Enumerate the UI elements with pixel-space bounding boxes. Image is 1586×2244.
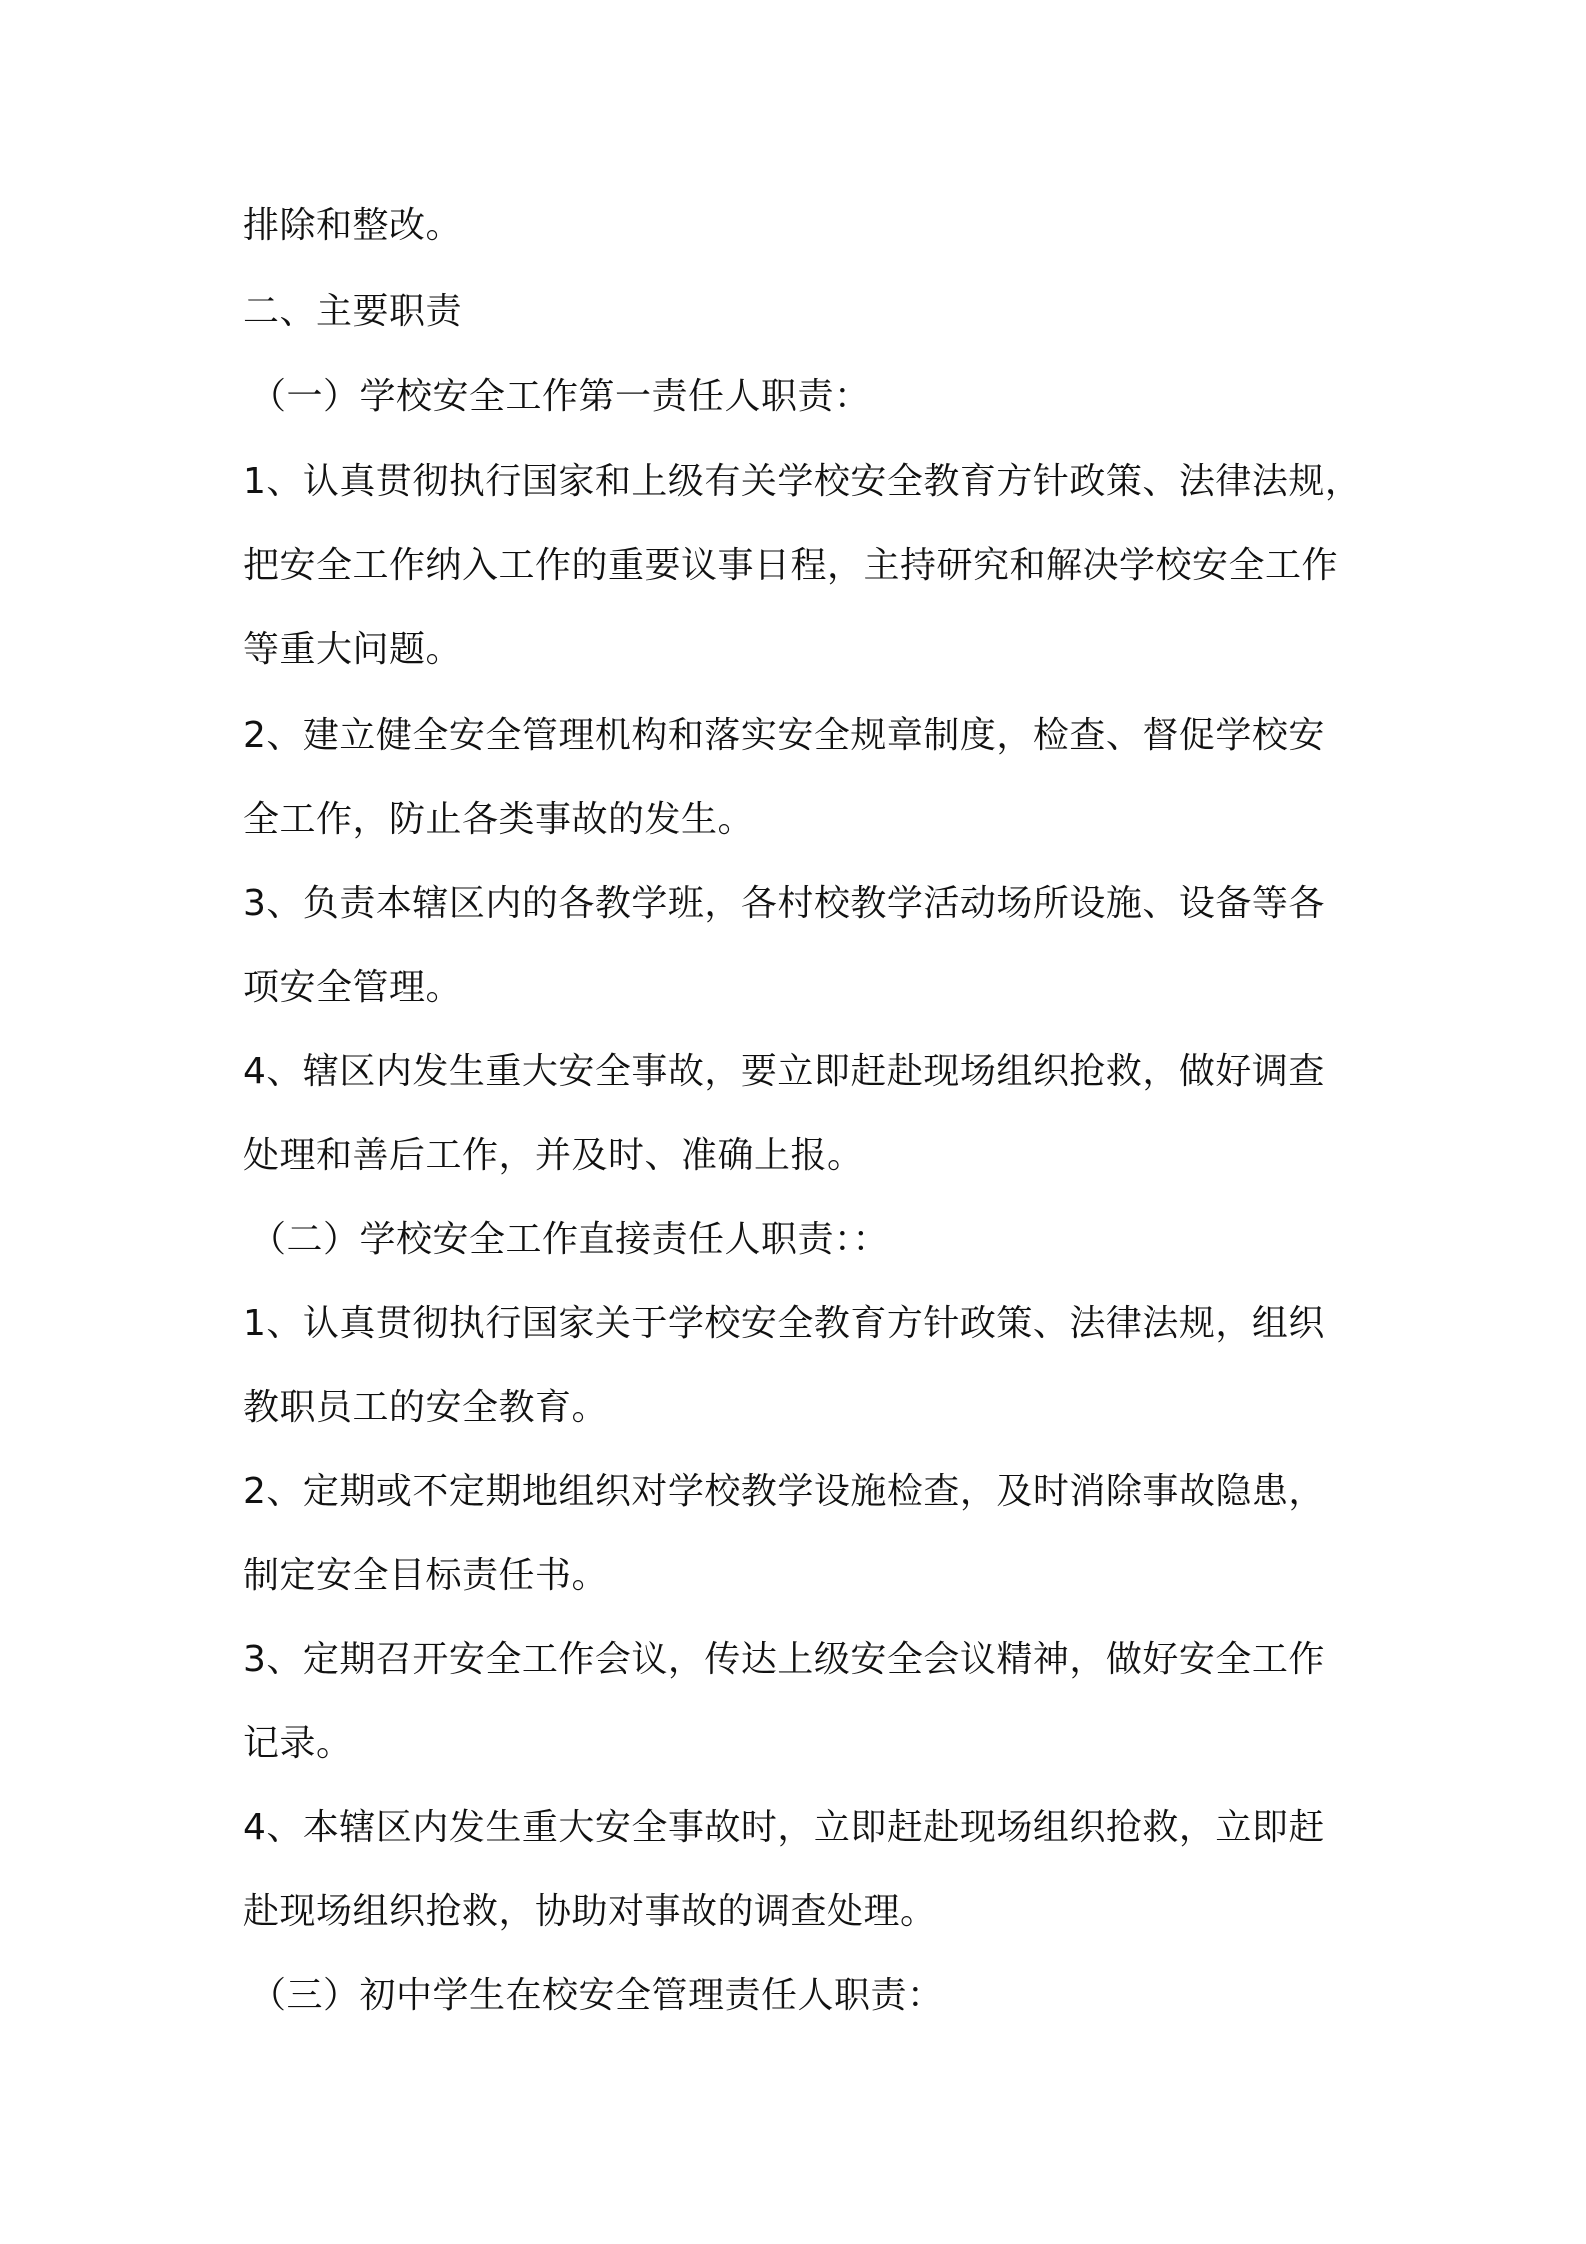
text-line: 教职员工的安全教育。 (243, 1387, 609, 1428)
text-line: 2、建立健全安全管理机构和落实安全规章制度，检查、督促学校安 (243, 715, 1325, 756)
text-line: 全工作，防止各类事故的发生。 (243, 799, 755, 840)
text-line: 3、负责本辖区内的各教学班，各村校教学活动场所设施、设备等各 (243, 883, 1325, 924)
text-line: 1、认真贯彻执行国家关于学校安全教育方针政策、法律法规，组织 (243, 1303, 1325, 1344)
text-line: 等重大问题。 (243, 629, 463, 670)
text-line: 项安全管理。 (243, 967, 463, 1008)
text-line: 1、认真贯彻执行国家和上级有关学校安全教育方针政策、法律法规， (243, 461, 1362, 502)
subsection-heading: （一）学校安全工作第一责任人职责： (250, 376, 871, 417)
text-line: 4、本辖区内发生重大安全事故时，立即赶赴现场组织抢救，立即赶 (243, 1807, 1325, 1848)
subsection-heading: （二）学校安全工作直接责任人职责：： (250, 1219, 890, 1260)
text-line: 2、定期或不定期地组织对学校教学设施检查，及时消除事故隐患， (243, 1471, 1325, 1512)
section-heading: 二、主要职责 (243, 291, 463, 332)
subsection-heading: （三）初中学生在校安全管理责任人职责： (250, 1975, 944, 2016)
text-line: 3、定期召开安全工作会议，传达上级安全会议精神，做好安全工作 (243, 1639, 1325, 1680)
text-line: 赴现场组织抢救，协助对事故的调查处理。 (243, 1891, 937, 1932)
text-line: 排除和整改。 (243, 205, 463, 246)
text-line: 处理和善后工作，并及时、准确上报。 (243, 1135, 864, 1176)
text-line: 制定安全目标责任书。 (243, 1555, 609, 1596)
text-line: 记录。 (243, 1723, 353, 1764)
text-line: 把安全工作纳入工作的重要议事日程，主持研究和解决学校安全工作 (243, 545, 1339, 586)
text-line: 4、辖区内发生重大安全事故，要立即赶赴现场组织抢救，做好调查 (243, 1051, 1325, 1092)
